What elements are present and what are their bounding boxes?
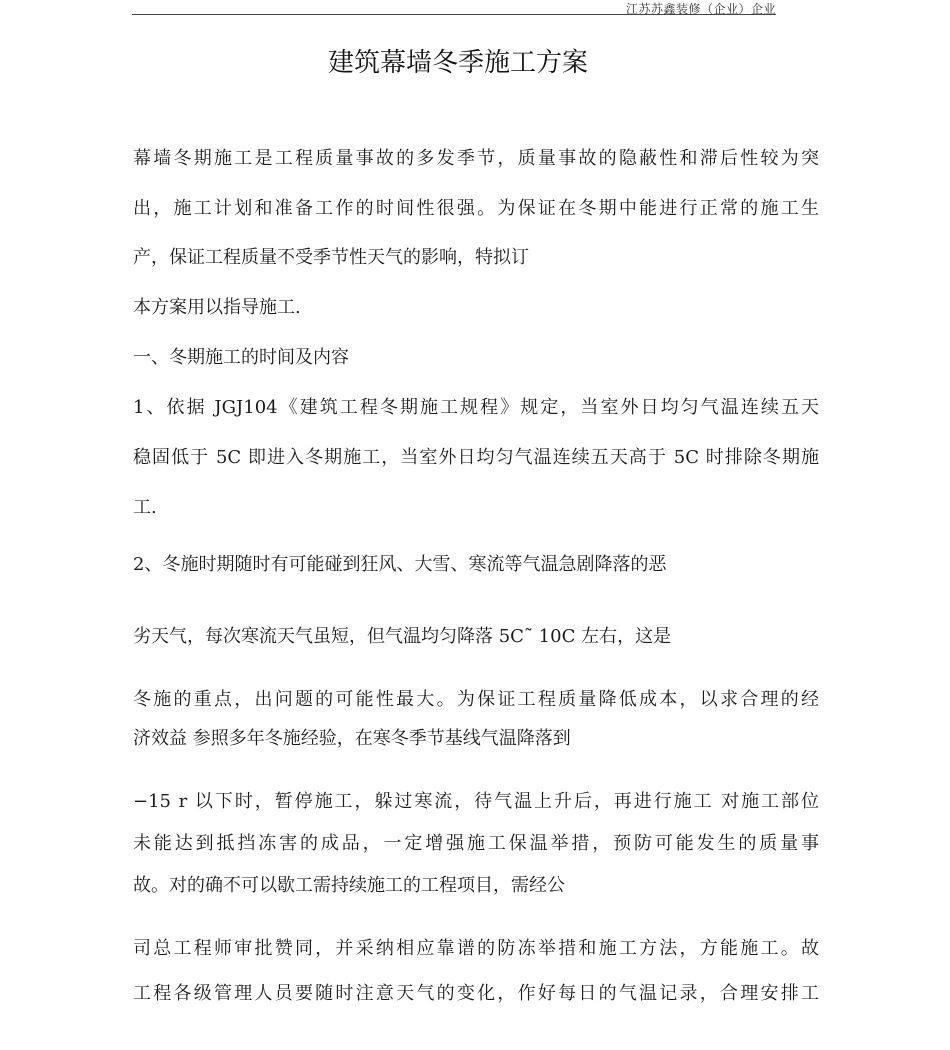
body-line: 工程各级管理人员要随时注意天气的变化，作好每日的气温记录，合理安排工 [133, 983, 819, 1004]
body-line: 未能达到抵挡冻害的成品，一定增强施工保温举措，预防可能发生的质量事 [133, 833, 819, 854]
body-line: 稳固低于 5C 即进入冬期施工，当室外日均匀气温连续五天高于 5C 时排除冬期施 [133, 447, 819, 468]
body-line: 工. [133, 497, 157, 518]
body-line: 冬施的重点，出问题的可能性最大。为保证工程质量降低成本，以求合理的经 [133, 689, 819, 710]
body-line: 2、冬施时期随时有可能碰到狂风、大雪、寒流等气温急剧降落的恶 [133, 554, 667, 575]
body-line: 劣天气，每次寒流天气虽短，但气温均匀降落 5C˜ 10C 左右，这是 [133, 626, 672, 647]
header-rule [132, 14, 776, 15]
body-line: 出，施工计划和准备工作的时间性很强。为保证在冬期中能进行正常的施工生 [133, 198, 819, 219]
body-line: 幕墙冬期施工是工程质量事故的多发季节，质量事故的隐蔽性和滞后性较为突 [133, 148, 819, 169]
body-line: −15 r 以下时，暂停施工，躲过寒流，待气温上升后，再进行施工 对施工部位 [133, 791, 819, 812]
header-company-name: 江苏苏鑫装修（企业）企业 [625, 2, 776, 16]
document-title: 建筑幕墙冬季施工方案 [327, 48, 588, 78]
body-line: 1、依据 JGJ104《建筑工程冬期施工规程》规定，当室外日均匀气温连续五天 [133, 397, 819, 418]
body-line: 故。对的确不可以歇工需持续施工的工程项目，需经公 [133, 875, 565, 896]
body-line: 产，保证工程质量不受季节性天气的影响，特拟订 [133, 247, 529, 268]
section-heading: 一、冬期施工的时间及内容 [133, 347, 349, 368]
body-line: 司总工程师审批赞同，并采纳相应靠谱的防冻举措和施工方法，方能施工。故 [133, 938, 819, 959]
body-line: 济效益 参照多年冬施经验，在寒冬季节基线气温降落到 [133, 728, 571, 749]
body-line: 本方案用以指导施工. [133, 297, 301, 318]
